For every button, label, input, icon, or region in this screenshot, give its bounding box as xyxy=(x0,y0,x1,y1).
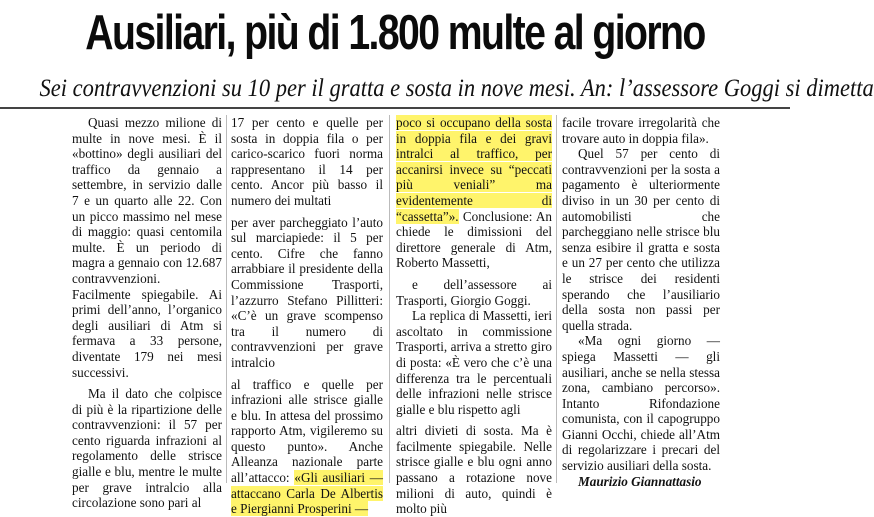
paragraph: La replica di Massetti, ieri ascoltato in commissione Trasporti, arriva a stretto giro di posta: «È vero che c’è una differenza tra le percentuali delle infrazioni nelle strisce gialle e blu rispetto agli xyxy=(396,308,552,417)
article-column-2 xyxy=(231,115,383,517)
column-divider xyxy=(226,115,227,483)
paragraph-text: Conclusione: An chiede le dimissioni del direttore generale di Atm, Roberto Massetti, xyxy=(396,208,552,271)
byline: Maurizio Giannattasio xyxy=(578,473,702,489)
paragraph: «Ma ogni giorno — spiega Massetti — gli ausiliari, anche se nella stessa zona, cambiano percorso». Intanto Rifondazione comunista, con il capogruppo Gianni Occhi, chiede all’Atm di regolarizzare i precari del servizio ausiliari della sosta. xyxy=(562,333,720,474)
article-column-4 xyxy=(562,115,720,487)
subheadline: Sei contravvenzioni su 10 per il gratta e sosta in nove mesi. An: l’assessore Goggi si dimetta xyxy=(39,75,874,102)
highlighted-quote: «Gli ausiliari — attaccano Carla De Albertis e Piergianni Prosperini — xyxy=(231,470,383,517)
paragraph xyxy=(231,377,383,517)
headline-rule xyxy=(0,107,790,109)
paragraph: Quel 57 per cento di contravvenzioni per la sosta a pagamento è ulteriormente diviso in un 30 per cento di automobilisti che parcheggiano nelle strisce blu senza esibire il gratta e sosta e un 27 per cento che utilizza le strisce dei residenti sperando che l’ausiliario della sosta non passi per quella strada. xyxy=(562,146,720,333)
paragraph xyxy=(396,115,552,271)
paragraph: facile trovare irregolarità che trovare auto in doppia fila». xyxy=(562,115,720,146)
article-column-1 xyxy=(72,115,222,511)
article-column-3 xyxy=(396,115,552,517)
column-divider xyxy=(389,115,390,483)
headline: Ausiliari, più di 1.800 multe al giorno xyxy=(85,6,705,60)
paragraph: Quasi mezzo milione di multe in nove mesi. È il «bottino» degli ausiliari del traffico da gennaio a settembre, in servizio dalle 7 e un quarto alle 22. Con un picco massimo nel mese di maggio: quasi centomila multe. È un periodo di magra a gennaio con 12.687 contravvenzioni. Facilmente spiegabile. Ai primi dell’anno, l’organico degli ausiliari di Atm si fermava a 33 persone, diventate 179 nei mesi successivi. xyxy=(72,115,222,380)
paragraph: e dell’assessore ai Trasporti, Giorgio Goggi. xyxy=(396,276,552,308)
highlighted-quote: poco si occupano della sosta in doppia fila e dei gravi intralci al traffico, per accanirsi invece su “peccati più veniali” ma evidentemente di “cassetta”». xyxy=(396,115,552,224)
paragraph: per aver parcheggiato l’auto sul marciapiede: il 5 per cento. Cifre che fanno arrabbiare il presidente della Commissione Trasporti, l’azzurro Stefano Pillitteri: «C’è un grave scompenso tra il numero di contravvenzioni per grave intralcio xyxy=(231,214,383,370)
paragraph-text: al traffico e quelle per infrazioni alle strisce gialle e blu. In attesa del prossimo rapporto Atm, vigileremo su questo punto». Anche Alleanza nazionale parte all’attacco: xyxy=(231,376,383,486)
paragraph: Ma il dato che colpisce di più è la ripartizione delle contravvenzioni: il 57 per cento riguarda infrazioni al regolamento delle strisce gialle e blu, mentre le multe per grave intralcio alla circolazione sono pari al xyxy=(72,386,222,511)
paragraph: 17 per cento e quelle per sosta in doppia fila o per carico-scarico fuori norma rappresentano il 14 per cento. Ancor più basso il numero dei multati xyxy=(231,115,383,208)
paragraph: altri divieti di sosta. Ma è facilmente spiegabile. Nelle strisce gialle e blu ogni anno passano a rotazione nove milioni di auto, quindi è molto più xyxy=(396,423,552,517)
column-divider xyxy=(556,115,557,483)
